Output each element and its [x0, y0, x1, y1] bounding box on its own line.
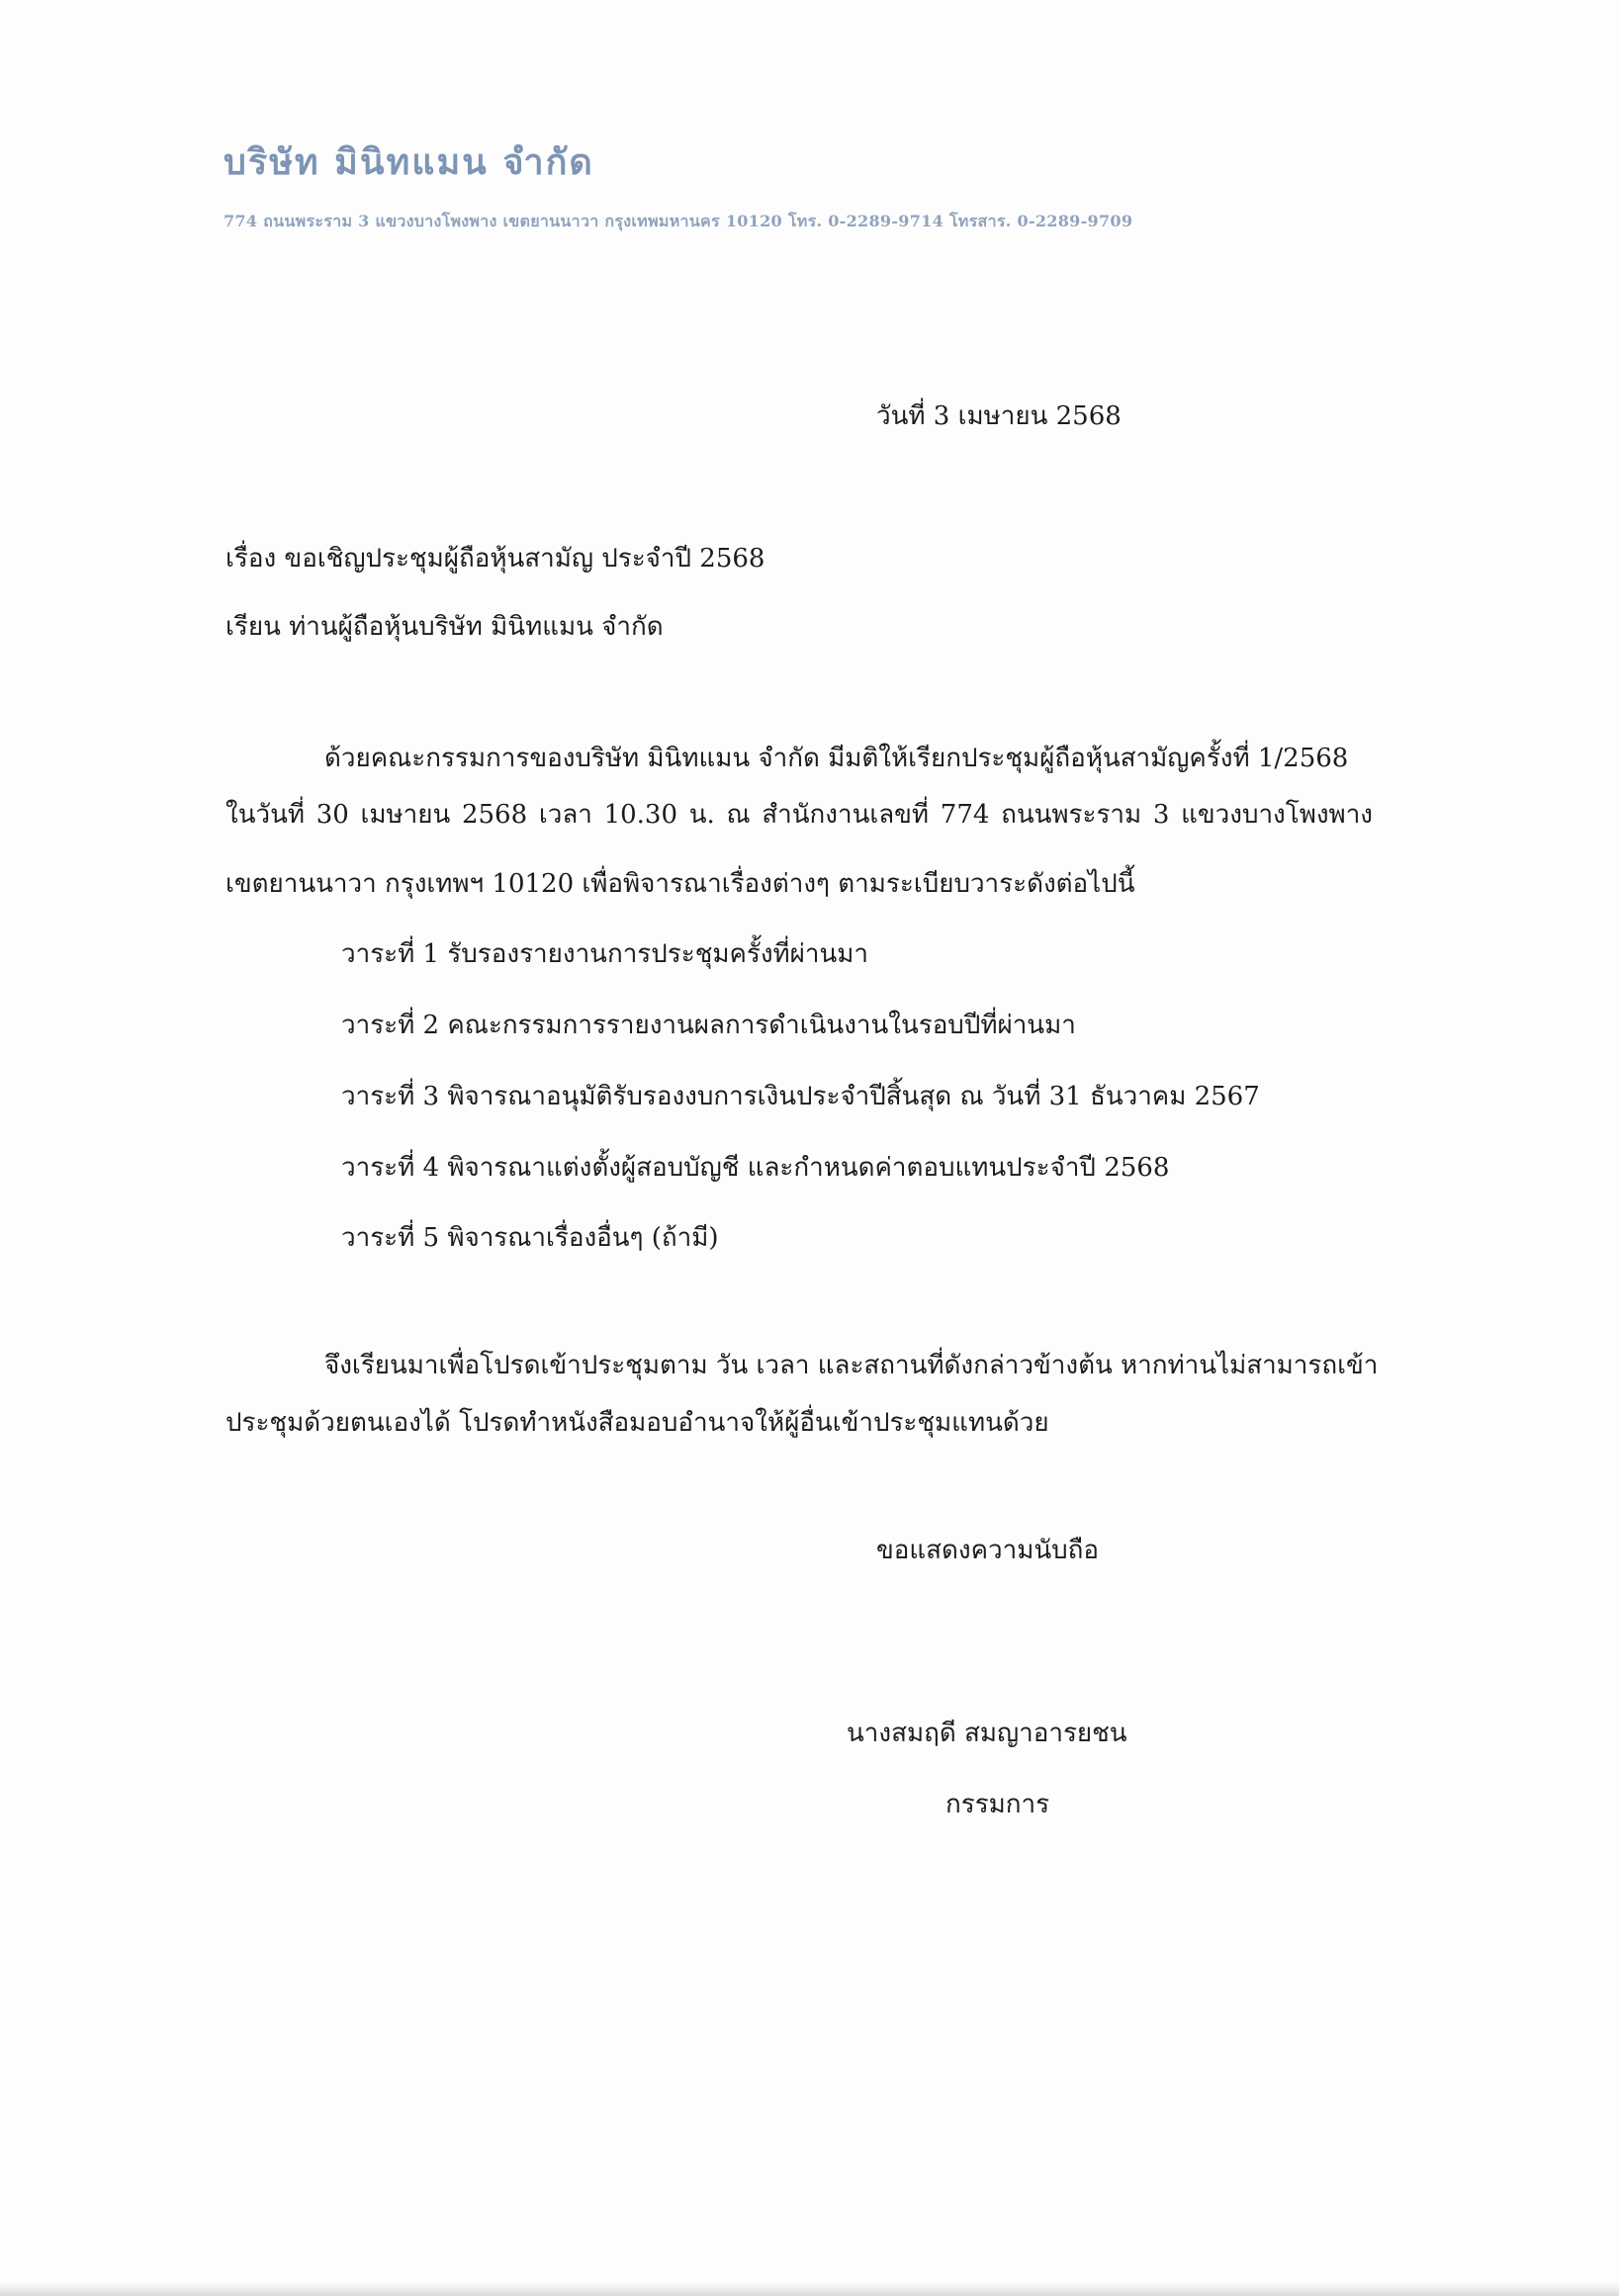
letter-date: วันที่ 3 เมษายน 2568 [876, 401, 1122, 431]
agenda-item-4: วาระที่ 4 พิจารณาแต่งตั้งผู้สอบบัญชี และกำหนดค่าตอบแทนประจำปี 2568 [341, 1153, 1170, 1183]
letter-salutation: เรียน ท่านผู้ถือหุ้นบริษัท มินิทแมน จำกัด [225, 612, 664, 642]
body-paragraph1-line1: ด้วยคณะกรรมการของบริษัท มินิทแมน จำกัด มีมติให้เรียกประชุมผู้ถือหุ้นสามัญครั้งที่ 1/2568 [324, 744, 1349, 773]
agenda-item-3: วาระที่ 3 พิจารณาอนุมัติรับรองงบการเงินประจำปีสิ้นสุด ณ วันที่ 31 ธันวาคม 2567 [341, 1082, 1260, 1111]
agenda-item-5: วาระที่ 5 พิจารณาเรื่องอื่นๆ (ถ้ามี) [341, 1223, 719, 1253]
agenda-item-1: วาระที่ 1 รับรองรายงานการประชุมครั้งที่ผ่านมา [341, 939, 869, 969]
body-paragraph1-line2: ในวันที่ 30 เมษายน 2568 เวลา 10.30 น. ณ สำนักงานเลขที่ 774 ถนนพระราม 3 แขวงบางโพงพาง [225, 800, 1373, 830]
signer-name: นางสมฤดี สมญาอารยชน [847, 1719, 1127, 1748]
body-paragraph1-line3: เขตยานนาวา กรุงเทพฯ 10120 เพื่อพิจารณาเรื่องต่างๆ ตามระเบียบวาระดังต่อไปนี้ [225, 869, 1135, 899]
agenda-item-2: วาระที่ 2 คณะกรรมการรายงานผลการดำเนินงานในรอบปีที่ผ่านมา [341, 1011, 1076, 1040]
body-paragraph2-line1: จึงเรียนมาเพื่อโปรดเข้าประชุมตาม วัน เวลา และสถานที่ดังกล่าวข้างต้น หากท่านไม่สามารถเข้า [324, 1351, 1379, 1380]
letterhead-address: 774 ถนนพระราม 3 แขวงบางโพงพาง เขตยานนาวา กรุงเทพมหานคร 10120 โทร. 0-2289-9714 โทรสาร. 0-2289-9709 [224, 212, 1133, 230]
letterhead-company-name: บริษัท มินิทแมน จำกัด [224, 141, 594, 183]
signer-title: กรรมการ [945, 1790, 1050, 1819]
letter-closing: ขอแสดงความนับถือ [876, 1536, 1099, 1565]
letter-subject: เรื่อง ขอเชิญประชุมผู้ถือหุ้นสามัญ ประจำปี 2568 [225, 544, 765, 574]
body-paragraph2-line2: ประชุมด้วยตนเองได้ โปรดทำหนังสือมอบอำนาจให้ผู้อื่นเข้าประชุมแทนด้วย [225, 1408, 1049, 1438]
scan-edge-shadow [0, 2282, 1619, 2296]
